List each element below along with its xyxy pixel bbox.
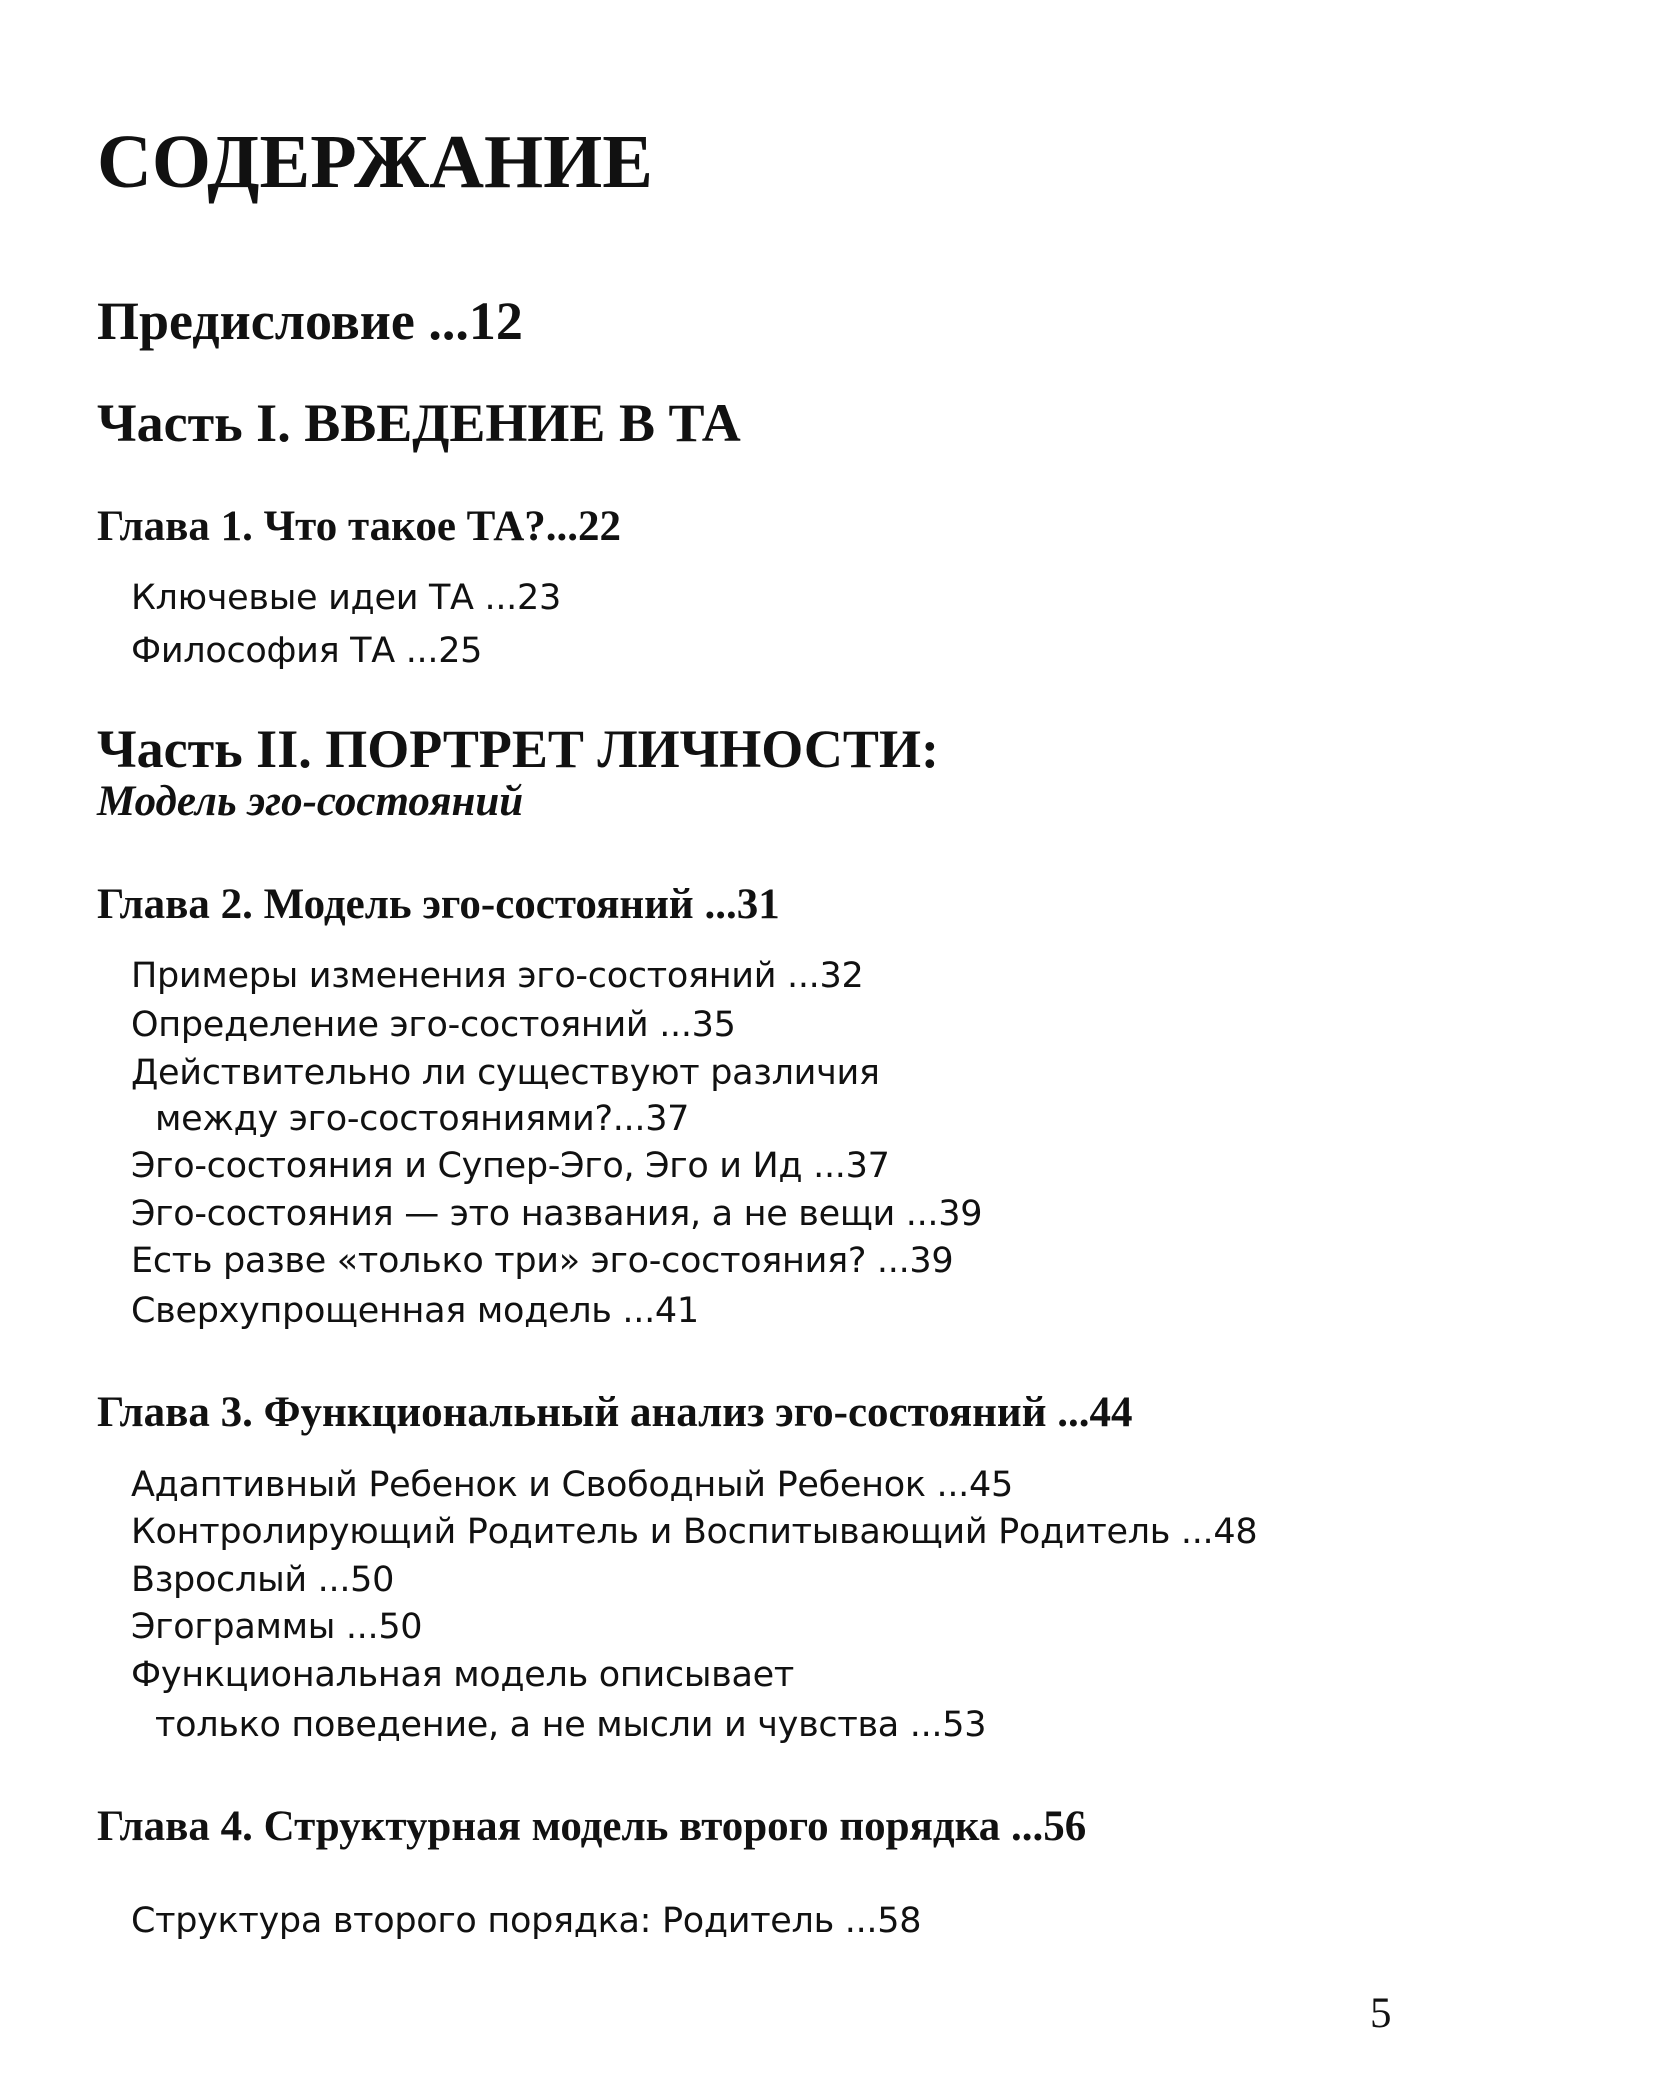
toc-item[interactable]: Есть разве «только три» эго-состояния? ...39 <box>131 1241 954 1281</box>
toc-item[interactable]: Сверхупрощенная модель ...41 <box>131 1291 699 1331</box>
toc-item[interactable]: Структура второго порядка: Родитель ...58 <box>131 1901 922 1941</box>
toc-preface[interactable]: Предисловие ...12 <box>97 291 523 351</box>
toc-item[interactable]: Функциональная модель описывает <box>131 1655 794 1695</box>
toc-part-2-subtitle: Модель эго-состояний <box>97 778 524 825</box>
toc-item[interactable]: Эго-состояния и Супер-Эго, Эго и Ид ...37 <box>131 1146 890 1186</box>
toc-item[interactable]: Адаптивный Ребенок и Свободный Ребенок ...45 <box>131 1465 1013 1505</box>
toc-item[interactable]: Эгограммы ...50 <box>131 1607 423 1647</box>
toc-part-1[interactable]: Часть I. ВВЕДЕНИЕ В ТА <box>97 393 741 453</box>
toc-item[interactable]: Контролирующий Родитель и Воспитывающий Родитель ...48 <box>131 1512 1258 1552</box>
toc-chapter-4[interactable]: Глава 4. Структурная модель второго порядка ...56 <box>97 1803 1087 1850</box>
toc-item[interactable]: Взрослый ...50 <box>131 1560 395 1600</box>
toc-item[interactable]: Ключевые идеи ТА ...23 <box>131 578 561 618</box>
toc-chapter-1[interactable]: Глава 1. Что такое ТА?...22 <box>97 503 621 550</box>
page-title: СОДЕРЖАНИЕ <box>97 120 653 204</box>
toc-chapter-3[interactable]: Глава 3. Функциональный анализ эго-состояний ...44 <box>97 1389 1133 1436</box>
toc-item[interactable]: Действительно ли существуют различия <box>131 1053 880 1093</box>
toc-item[interactable]: Философия ТА ...25 <box>131 631 483 671</box>
toc-chapter-2[interactable]: Глава 2. Модель эго-состояний ...31 <box>97 881 780 928</box>
toc-item[interactable]: Определение эго-состояний ...35 <box>131 1005 736 1045</box>
toc-part-2[interactable]: Часть II. ПОРТРЕТ ЛИЧНОСТИ: <box>97 719 939 779</box>
toc-item-continuation[interactable]: между эго-состояниями?...37 <box>155 1099 690 1139</box>
toc-item[interactable]: Примеры изменения эго-состояний ...32 <box>131 956 864 996</box>
toc-item-continuation[interactable]: только поведение, а не мысли и чувства ...53 <box>155 1705 987 1745</box>
page-number: 5 <box>1370 1990 1392 2037</box>
toc-item[interactable]: Эго-состояния — это названия, а не вещи ...39 <box>131 1194 983 1234</box>
